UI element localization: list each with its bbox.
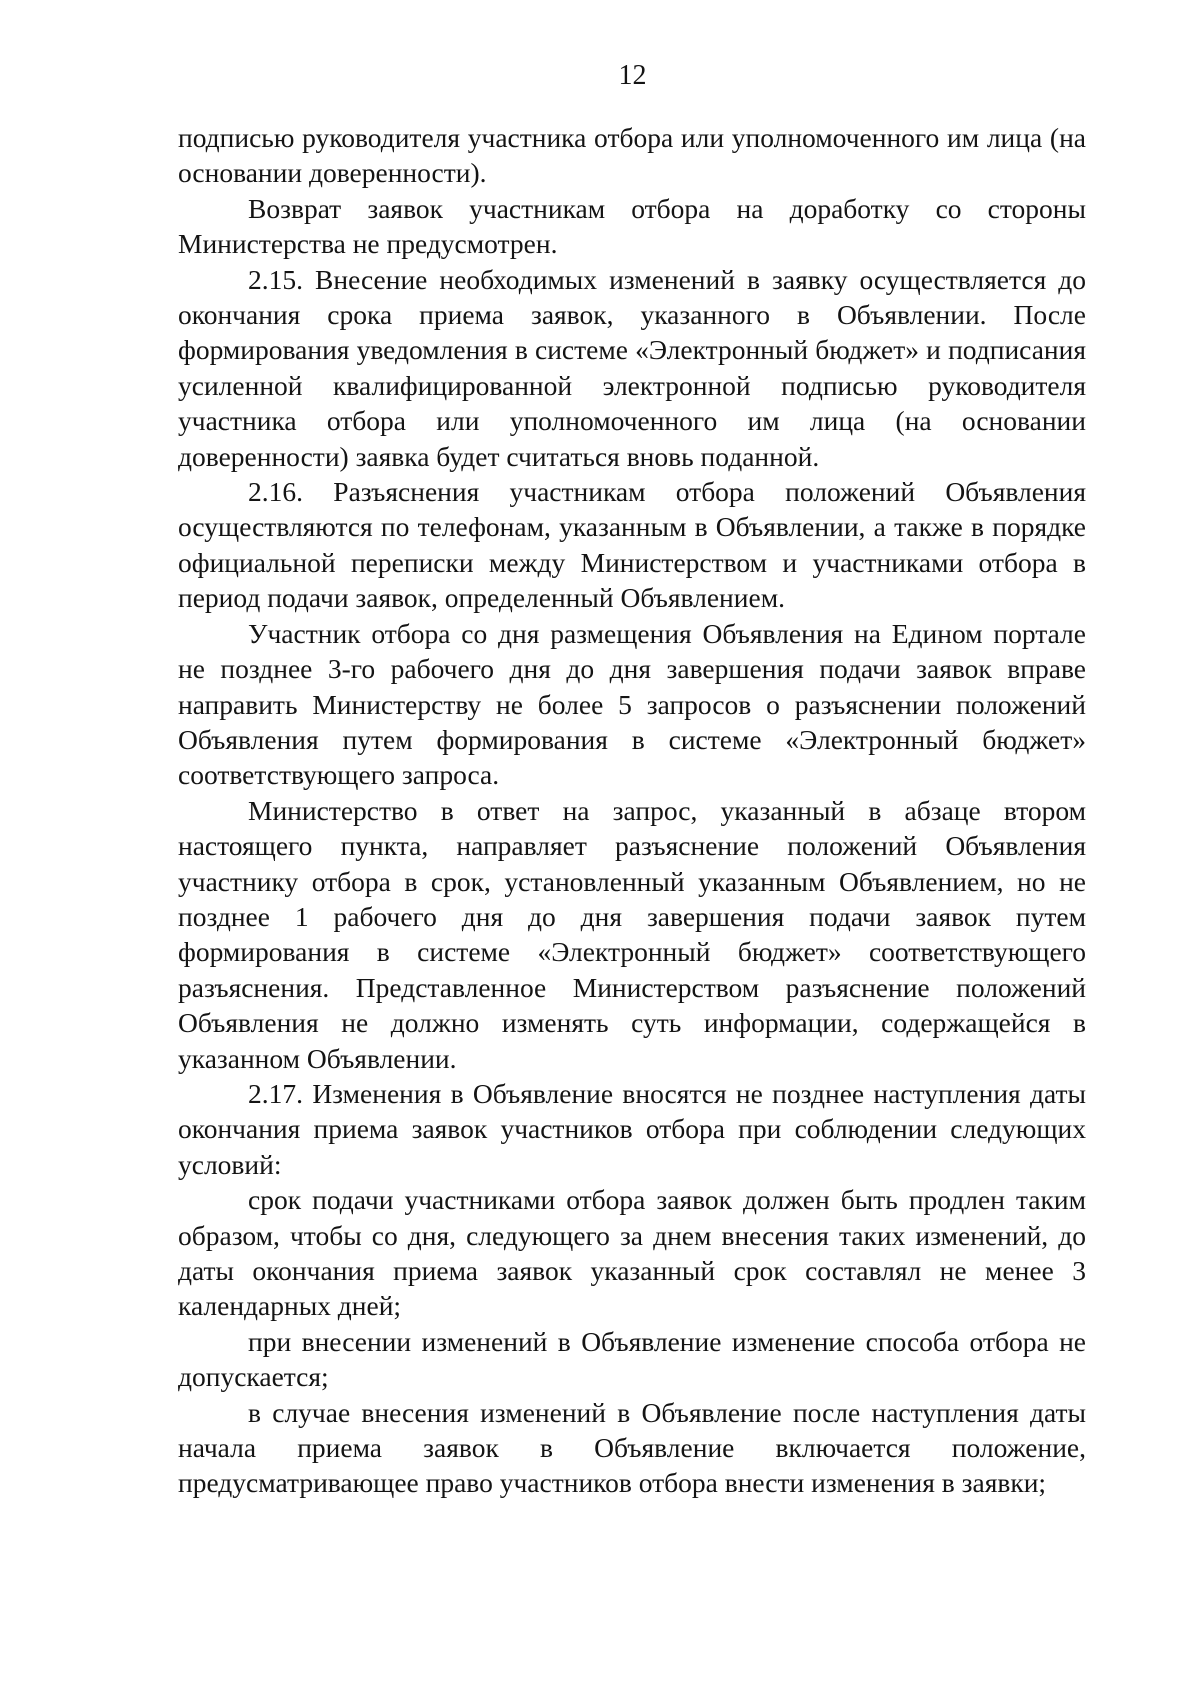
paragraph: срок подачи участниками отбора заявок должен быть продлен таким образом, чтобы со дня, следующего за днем внесения таких изменений, до даты окончания приема заявок указанный срок составлял не менее 3 календарных дней;: [178, 1184, 1086, 1322]
paragraph: 2.16. Разъяснения участникам отбора положений Объявления осуществляются по телефонам, указанным в Объявлении, а также в порядке официальной переписки между Министерством и участниками отбора в период подачи заявок, определенный Объявлением.: [178, 476, 1086, 614]
paragraph: подписью руководителя участника отбора или уполномоченного им лица (на основании доверенности).: [178, 122, 1086, 189]
paragraph: в случае внесения изменений в Объявление после наступления даты начала приема заявок в Объявление включается положение, предусматривающее право участников отбора внести изменения в заявки;: [178, 1396, 1086, 1499]
paragraph: 2.15. Внесение необходимых изменений в заявку осуществляется до окончания срока приема заявок, указанного в Объявлении. После формирования уведомления в системе «Электронный бюджет» и подписания усиленной квалифицированной электронной подписью руководителя участника отбора или уполномоченного им лица (на основании доверенности) заявка будет считаться вновь поданной.: [178, 263, 1086, 472]
document-body: [178, 120, 1086, 1501]
paragraph: 2.17. Изменения в Объявление вносятся не позднее наступления даты окончания приема заявок участников отбора при соблюдении следующих условий:: [178, 1077, 1086, 1180]
paragraph: Возврат заявок участникам отбора на доработку со стороны Министерства не предусмотрен.: [178, 192, 1086, 260]
paragraph: Участник отбора со дня размещения Объявления на Едином портале не позднее 3-го рабочего дня до дня завершения подачи заявок вправе направить Министерству не более 5 запросов о разъяснении положений Объявления путем формирования в системе «Электронный бюджет» соответствующего запроса.: [178, 617, 1086, 791]
paragraph: при внесении изменений в Объявление изменение способа отбора не допускается;: [178, 1325, 1086, 1393]
paragraph: Министерство в ответ на запрос, указанный в абзаце втором настоящего пункта, направляет разъяснение положений Объявления участнику отбора в срок, установленный указанным Объявлением, но не позднее 1 рабочего дня до дня завершения подачи заявок путем формирования в системе «Электронный бюджет» соответствующего разъяснения. Представленное Министерством разъяснение положений Объявления не должно изменять суть информации, содержащейся в указанном Объявлении.: [178, 794, 1086, 1074]
page-number: 12: [618, 60, 647, 91]
